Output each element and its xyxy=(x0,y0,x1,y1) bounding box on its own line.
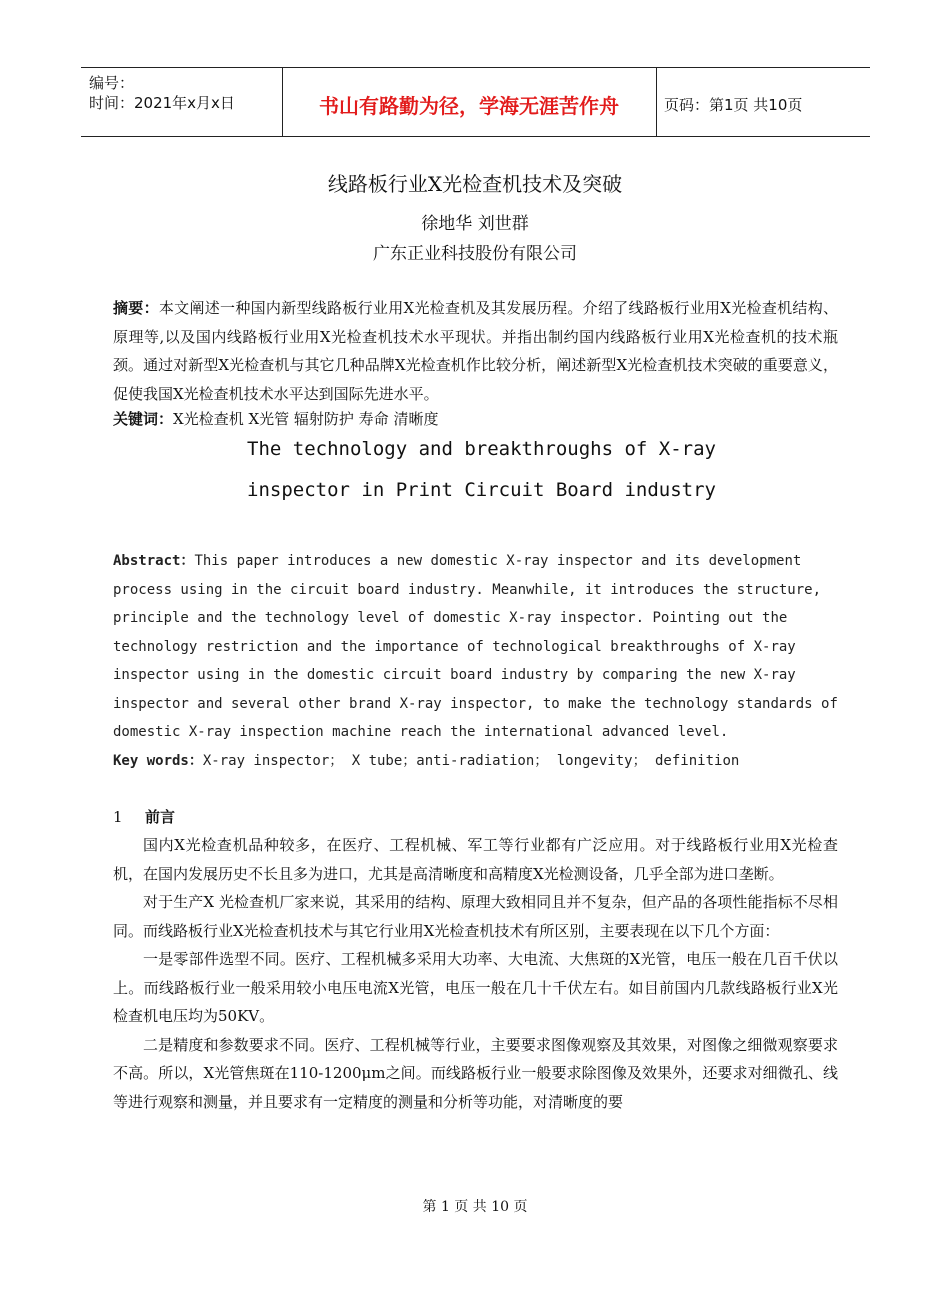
section-body xyxy=(113,831,838,1116)
body-paragraph: 对于生产X 光检查机厂家来说，其采用的结构、原理大致相同且并不复杂，但产品的各项性能指标不尽相同。而线路板行业X光检查机技术与其它行业用X光检查机技术有所区别，主要表现在以下几个方面： xyxy=(113,893,838,940)
keywords-en-text: X-ray inspector； X tube；anti-radiation； longevity； definition xyxy=(202,752,740,769)
abstract-en xyxy=(113,547,838,775)
keywords-cn-text: X光检查机 X光管 辐射防护 寿命 清晰度 xyxy=(173,410,439,428)
abstract-cn-text: 本文阐述一种国内新型线路板行业用X光检查机及其发展历程。介绍了线路板行业用X光检查机结构、原理等,以及国内线路板行业用X光检查机技术水平现状。并指出制约国内线路板行业用X光检查机的技术瓶颈。通过对新型X光检查机与其它几种品牌X光检查机作比较分析，阐述新型X光检查机技术突破的重要意义，促使我国X光检查机技术水平达到国际先进水平。 xyxy=(113,299,838,403)
header-table xyxy=(81,67,870,137)
keywords-en xyxy=(113,747,838,776)
organization: 广东正业科技股份有限公司 xyxy=(373,244,577,264)
authors: 徐地华 刘世群 xyxy=(421,214,529,234)
section-title: 前言 xyxy=(145,808,176,826)
body-paragraph: 国内X光检查机品种较多，在医疗、工程机械、军工等行业都有广泛应用。对于线路板行业用X光检查机，在国内发展历史不长且多为进口，尤其是高清晰度和高精度X光检测设备，几乎全部为进口垄断。 xyxy=(113,836,838,883)
abstract-en-line: inspector using in the domestic circuit board industry by comparing the new X-ray xyxy=(113,667,796,683)
code-label: 编号： xyxy=(89,74,135,92)
page-footer: 第 1 页 共 10 页 xyxy=(422,1199,528,1215)
abstract-cn-label: 摘要： xyxy=(113,299,159,317)
english-title-line-2: inspector in Print Circuit Board industry xyxy=(247,479,716,501)
header-info-cell xyxy=(81,68,283,136)
abstract-en-label: Abstract： xyxy=(113,553,195,569)
date-label: 时间：2021年x月x日 xyxy=(89,94,235,112)
header-motto-cell xyxy=(282,68,657,136)
document-title: 线路板行业X光检查机技术及突破 xyxy=(327,172,623,196)
motto: 书山有路勤为径，学海无涯苦作舟 xyxy=(319,94,619,118)
english-title-line-1: The technology and breakthroughs of X-ray xyxy=(247,438,716,460)
keywords-cn-label: 关键词： xyxy=(113,410,174,428)
keywords-en-label: Key words： xyxy=(113,752,203,769)
page-number-label: 页码：第1页 共10页 xyxy=(664,96,803,114)
abstract-en-line: domestic X-ray inspection machine reach the international advanced level. xyxy=(113,724,729,740)
abstract-en-line: process using in the circuit board industry. Meanwhile, it introduces the structure, xyxy=(113,581,822,598)
abstract-en-line: inspector and several other brand X-ray inspector, to make the technology standards of xyxy=(113,695,838,712)
body-paragraph: 一是零部件选型不同。医疗、工程机械多采用大功率、大电流、大焦斑的X光管，电压一般在几百千伏以上。而线路板行业一般采用较小电压电流X光管，电压一般在几十千伏左右。如目前国内几款线路板行业X光检查机电压均为50KV。 xyxy=(113,950,838,1025)
header-page-cell xyxy=(656,68,870,136)
abstract-en-line: technology restriction and the importance of technological breakthroughs of X-ray xyxy=(113,638,796,655)
abstract-en-line: principle and the technology level of domestic X-ray inspector. Pointing out the xyxy=(113,610,788,626)
keywords-cn xyxy=(113,408,438,429)
section-number: 1 xyxy=(113,808,123,826)
abstract-cn xyxy=(113,294,838,408)
abstract-en-line: Abstract：This paper introduces a new domestic X-ray inspector and its development xyxy=(113,553,802,569)
section-heading xyxy=(113,806,175,827)
body-paragraph: 二是精度和参数要求不同。医疗、工程机械等行业，主要要求图像观察及其效果，对图像之细微观察要求不高。所以，X光管焦斑在110-1200μm之间。而线路板行业一般要求除图像及效果外，还要求对细微孔、线等进行观察和测量，并且要求有一定精度的测量和分析等功能，对清晰度的要 xyxy=(113,1035,838,1111)
